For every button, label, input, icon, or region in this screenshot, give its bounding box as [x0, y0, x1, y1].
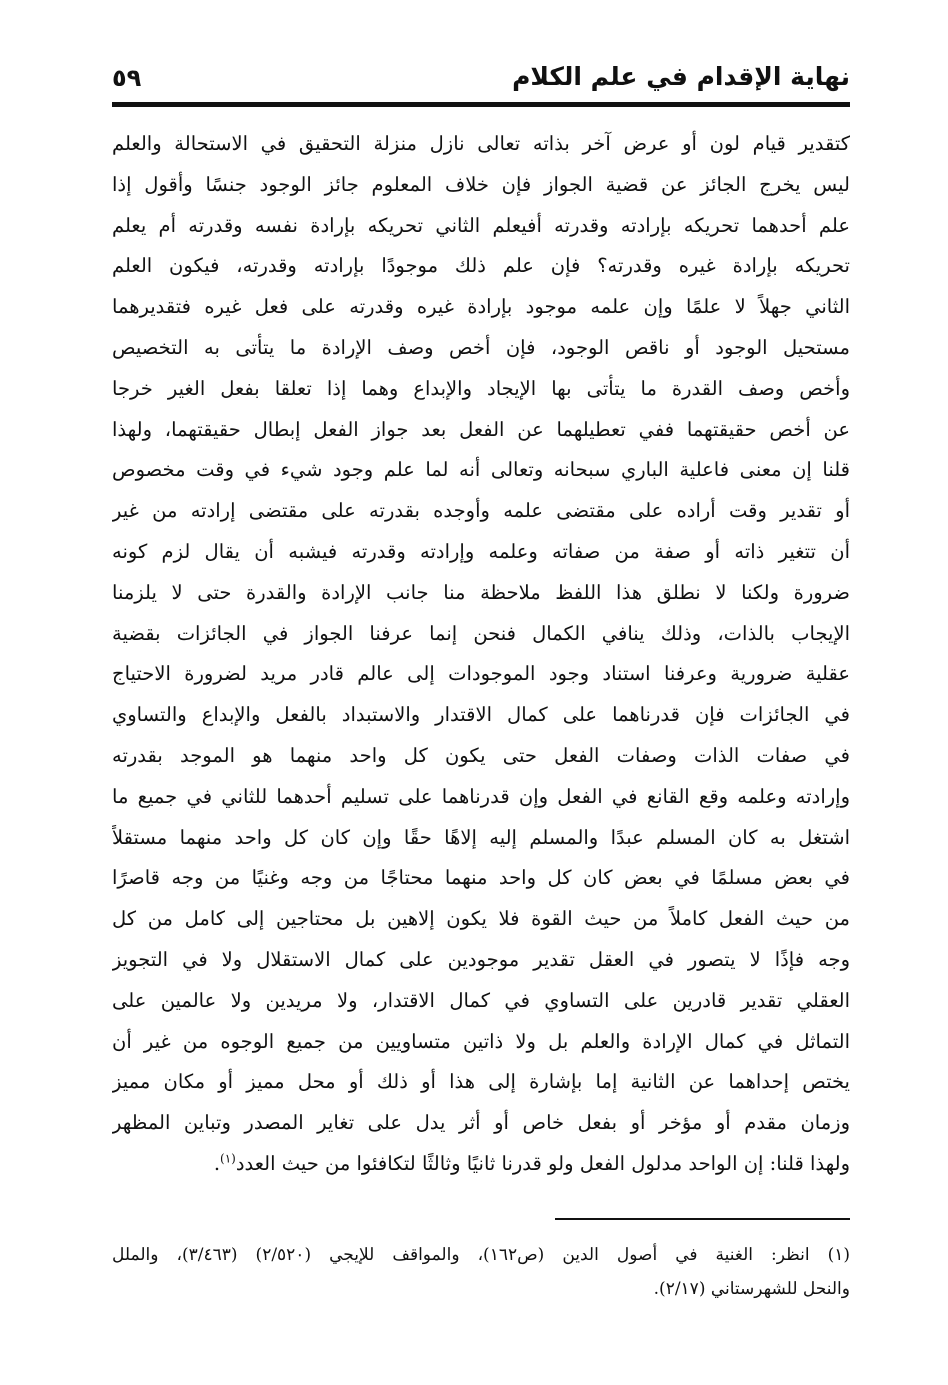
- page-number: ٥٩: [112, 64, 142, 92]
- text-line: أو تقدير وقت أراده على مقتضى علمه وأوجده بقدرته على مقتضى إرادته من غير: [112, 499, 850, 523]
- text-line: في صفات الذات وصفات الفعل حتى يكون كل واحد منهما هو الموجد بقدرته: [112, 743, 850, 767]
- footnote-line: والنحل للشهرستاني (٢/١٧).: [653, 1279, 850, 1299]
- text-line: التماثل في كمال الإرادة والعلم بل ولا ذاتين متساويين من جميع الوجوه من غير أن: [112, 1029, 850, 1053]
- text-line: الثاني جهلاً لا علمًا وإن علمه موجود بإرادة غيره وقدرته على فعل غيره فتقديرهما: [112, 295, 850, 319]
- text-line: تحريكه بإرادة غيره وقدرته؟ فإن علم ذلك موجودًا بإرادته وقدرته، فيكون العلم: [112, 254, 850, 278]
- text-line: العقلي تقدير قادرين على التساوي في كمال الاقتدار، ولا مريدين ولا عالمين على: [112, 988, 850, 1012]
- text-line: وأخص وصف القدرة ما يتأتى بها الإيجاد والإبداع وهما إذا تعلقا بفعل الغير خرجا: [112, 376, 850, 400]
- text-line: يختص إحداهما عن الثانية إما بإشارة إلى هذا أو ذلك أو محل مميز أو مكان مميز: [112, 1070, 850, 1094]
- text-line: اشتغل به كان المسلم عبدًا والمسلم إليه إلاهًا حقًا وإن كان كل واحد منهما مستقلاً: [112, 825, 850, 849]
- text-line: ليس يخرج الجائز عن قضية الجواز فإن خلاف المعلوم جائز الوجود جنسًا وأقول إذا: [112, 172, 850, 196]
- text-line: عقلية ضرورية وعرفنا استناد وجود الموجودات إلى عالم قادر مريد لضرورة الاحتياج: [112, 662, 850, 686]
- text-line: من حيث الفعل كاملاً من حيث القوة فلا يكون إلاهين بل محتاجين إلى كامل من كل: [112, 907, 850, 931]
- header-rule: [112, 102, 850, 107]
- text-line: علم أحدهما تحريكه بإرادته وقدرته أفيعلم الثاني تحريكه بإرادة نفسه وقدرته أم يعلم: [112, 213, 850, 237]
- page-header: [112, 60, 850, 100]
- running-title: نهاية الإقدام في علم الكلام: [512, 62, 850, 91]
- text-line: وزمان مقدم أو مؤخر أو بفعل خاص أو أثر يدل على تغاير المصدر وتباين المظهر: [112, 1111, 850, 1135]
- text-line: أن تتغير ذاته أو صفة من صفاته وعلمه وإرادته وقدرته فيشبه أن يقال لزم كونه: [112, 539, 850, 563]
- footnote-line: (١) انظر: الغنية في أصول الدين (ص١٦٢)، والمواقف للإيجي (٢/٥٢٠) (٣/٤٦٣)، والملل: [112, 1245, 850, 1265]
- text-line-last: [112, 1144, 850, 1185]
- last-line-end: .: [213, 1151, 221, 1175]
- footnotes: [112, 1238, 850, 1306]
- text-line: وإرادته وعلمه وقع القانع في الفعل وإن قدرناهما على تسليم أحدهما للثاني في جميع ما: [112, 784, 850, 808]
- text-line: الإيجاب بالذات، وذلك ينافي الكمال فنحن إنما عرفنا الجواز في الجائزات بقضية: [112, 621, 850, 645]
- last-line-text: ولهذا قلنا: إن الواحد مدلول الفعل ولو قدرنا ثانيًا وثالثًا لتكافئوا من حيث العدد: [235, 1151, 850, 1175]
- text-line: ضرورة ولكنا لا نطلق هذا اللفظ ملاحظة منا جانب الإرادة والقدرة حتى لا يلزمنا: [112, 580, 850, 604]
- text-line: وجه فإذًا لا يتصور في العقل تقدير موجودين على كمال الاستقلال ولا في التجويز: [112, 947, 850, 971]
- text-line: مستحيل الوجود أو ناقص الوجود، فإن أخص وصف الإرادة ما يتأتى به التخصيص: [112, 335, 850, 359]
- body-text: [112, 124, 850, 1185]
- text-line: عن أخص حقيقتهما ففي تعطيلهما عن الفعل بعد جواز الفعل إبطال حقيقتهما، ولهذا: [112, 417, 850, 441]
- text-line: في بعض مسلمًا في بعض كان كل واحد منهما محتاجًا من وجه وغنيًا من وجه قاصرًا: [112, 866, 850, 890]
- text-line: كتقدير قيام لون أو عرض آخر بذاته تعالى نازل منزلة التحقيق في الاستحالة والعلم: [112, 132, 850, 155]
- text-line: في الجائزات فإن قدرناهما على كمال الاقتدار والاستبداد بالفعل والإبداع والتساوي: [112, 703, 850, 727]
- text-line: قلنا إن معنى فاعلية الباري سبحانه وتعالى أنه لما علم وجود شيء في وقت مخصوص: [112, 458, 850, 482]
- footnote-reference[interactable]: (١): [220, 1151, 236, 1166]
- footnote-rule: [555, 1218, 850, 1220]
